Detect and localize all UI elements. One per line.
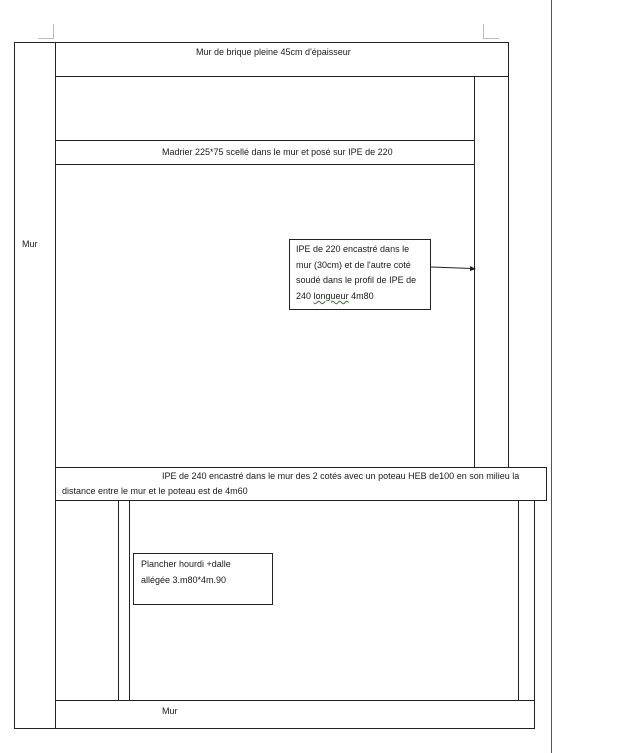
bottom-wall-label: Mur xyxy=(162,706,178,716)
ipe220-note-line4-prefix: 240 xyxy=(296,291,314,301)
left-wall-label: Mur xyxy=(22,239,38,249)
ipe220-note-line1: IPE de 220 encastré dans le xyxy=(296,244,410,254)
top-wall-label: Mur de brique pleine 45cm d'épaisseur xyxy=(196,47,351,57)
left-wall xyxy=(14,42,56,729)
page-right-edge xyxy=(551,0,552,753)
ipe220-note-line4 xyxy=(296,289,374,304)
ipe240-beam-line1: IPE de 240 encastré dans le mur des 2 cotés avec un poteau HEB de100 en son milieu la xyxy=(162,471,520,481)
right-column-upper xyxy=(474,76,509,468)
ipe240-beam-line2: distance entre le mur et le poteau est de 4m60 xyxy=(62,486,248,496)
ipe220-arrow xyxy=(430,262,478,274)
madrier-beam-label: Madrier 225*75 scellé dans le mur et posé sur IPE de 220 xyxy=(162,147,393,157)
ipe220-note-line3: soudé dans le profil de IPE de xyxy=(296,275,417,285)
ipe220-note-line2: mur (30cm) et de l'autre coté xyxy=(296,260,411,270)
right-column-lower xyxy=(518,500,535,701)
plancher-note-line2: allégée 3.m80*4m.90 xyxy=(141,575,227,585)
plancher-note-line1: Plancher hourdi +dalle xyxy=(141,559,231,569)
inner-left-column xyxy=(118,500,130,701)
ipe220-note-line4-suffix: 4m80 xyxy=(348,291,374,301)
bottom-wall xyxy=(55,700,535,729)
ipe220-note-line4-word: longueur xyxy=(313,291,349,301)
